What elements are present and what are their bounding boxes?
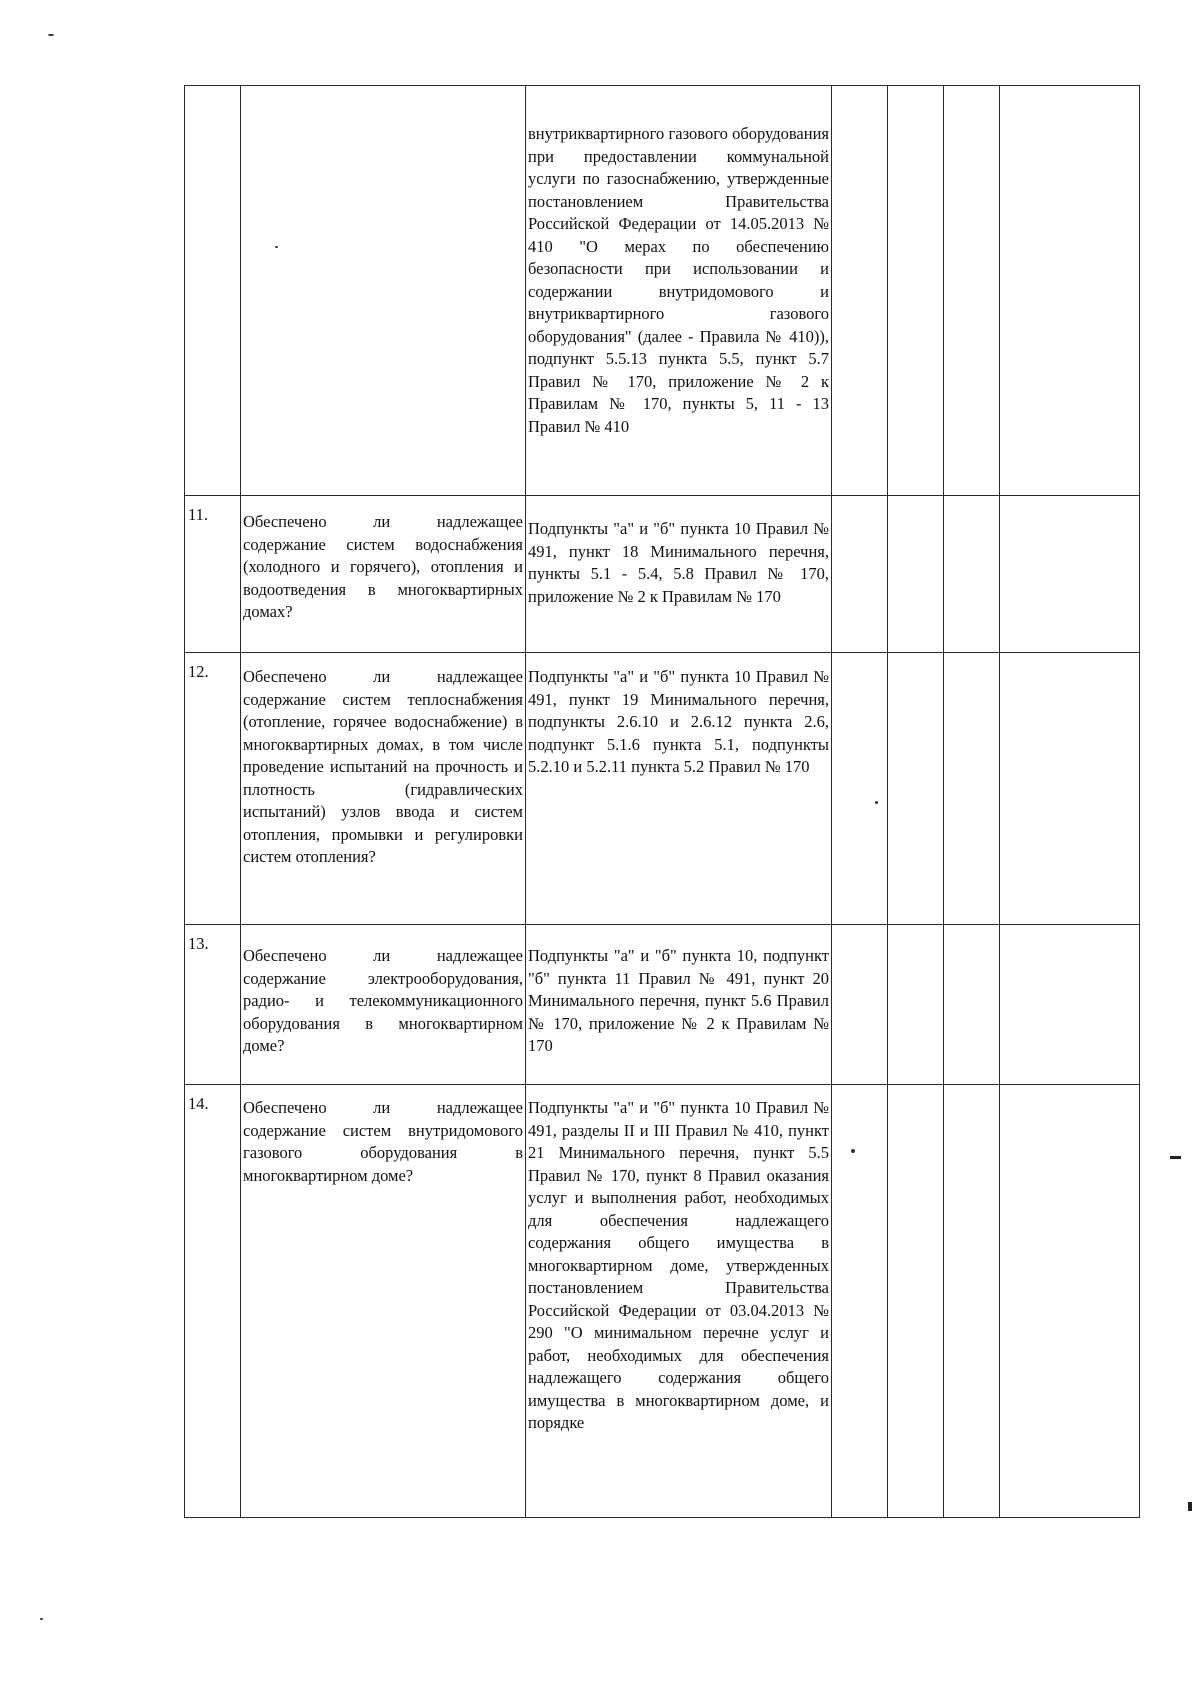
answer-no-cell (888, 925, 944, 1085)
scan-margin-mark (1188, 1502, 1192, 1511)
question-cell (241, 86, 526, 496)
scan-speck (851, 1149, 855, 1153)
question-cell: Обеспечено ли надлежащее содержание систем теплоснабжения (отопление, горячее водоснабжение) в многоквартирных домах, в том числе проведение испытаний на прочность и плотность (гидравлических испытаний) узлов ввода и систем отопления, промывки и регулировки систем отопления? (241, 653, 526, 925)
answer-not-applicable-cell (944, 653, 1000, 925)
notes-cell (1000, 496, 1140, 653)
notes-cell (1000, 653, 1140, 925)
answer-yes-cell (832, 653, 888, 925)
scan-speck (275, 246, 278, 248)
legal-reference-cell: Подпункты "а" и "б" пункта 10 Правил № 491, пункт 18 Минимального перечня, пункты 5.1 - 5.4, 5.8 Правил № 170, приложение № 2 к Правилам № 170 (526, 496, 832, 653)
table-row-14 (185, 1085, 1140, 1518)
answer-not-applicable-cell (944, 86, 1000, 496)
legal-reference-cell: Подпункты "а" и "б" пункта 10 Правил № 491, разделы II и III Правил № 410, пункт 21 Минимального перечня, пункт 5.5 Правил № 170, пункт 8 Правил оказания услуг и выполнения работ, необходимых для обеспечения надлежащего содержания общего имущества в многоквартирном доме, утвержденных постановлением Правительства Российской Федерации от 03.04.2013 № 290 "О минимальном перечне услуг и работ, необходимых для обеспечения надлежащего содержания общего имущества в многоквартирном доме, и порядке (526, 1085, 832, 1518)
row-number-cell: 13. (185, 925, 241, 1085)
answer-no-cell (888, 496, 944, 653)
question-cell: Обеспечено ли надлежащее содержание систем внутридомового газового оборудования в многоквартирном доме? (241, 1085, 526, 1518)
legal-reference-cell: внутриквартирного газового оборудования при предоставлении коммунальной услуги по газоснабжению, утвержденные постановлением Правительства Российской Федерации от 14.05.2013 № 410 "О мерах по обеспечению безопасности при использовании и содержании внутридомового и внутриквартирного газового оборудования" (далее - Правила № 410)), подпункт 5.5.13 пункта 5.5, пункт 5.7 Правил № 170, приложение № 2 к Правилам № 170, пункты 5, 11 - 13 Правил № 410 (526, 86, 832, 496)
answer-yes-cell (832, 1085, 888, 1518)
scan-margin-mark (1170, 1156, 1181, 1159)
table-row-12 (185, 653, 1140, 925)
row-number-cell (185, 86, 241, 496)
notes-cell (1000, 86, 1140, 496)
answer-no-cell (888, 653, 944, 925)
checklist-page (184, 85, 1139, 1518)
row-number-cell: 14. (185, 1085, 241, 1518)
scan-speck (40, 1618, 43, 1620)
scan-speck (48, 34, 54, 36)
answer-no-cell (888, 1085, 944, 1518)
notes-cell (1000, 925, 1140, 1085)
legal-reference-cell: Подпункты "а" и "б" пункта 10, подпункт "б" пункта 11 Правил № 491, пункт 20 Минимального перечня, пункт 5.6 Правил № 170, приложение № 2 к Правилам № 170 (526, 925, 832, 1085)
answer-not-applicable-cell (944, 496, 1000, 653)
row-number-cell: 11. (185, 496, 241, 653)
answer-no-cell (888, 86, 944, 496)
answer-yes-cell (832, 925, 888, 1085)
answer-yes-cell (832, 86, 888, 496)
answer-not-applicable-cell (944, 1085, 1000, 1518)
row-number-cell: 12. (185, 653, 241, 925)
checklist-table (184, 85, 1140, 1518)
answer-yes-cell (832, 496, 888, 653)
answer-not-applicable-cell (944, 925, 1000, 1085)
question-cell: Обеспечено ли надлежащее содержание систем водоснабжения (холодного и горячего), отопления и водоотведения в многоквартирных домах? (241, 496, 526, 653)
legal-reference-cell: Подпункты "а" и "б" пункта 10 Правил № 491, пункт 19 Минимального перечня, подпункты 2.6.10 и 2.6.12 пункта 2.6, подпункт 5.1.6 пункта 5.1, подпункты 5.2.10 и 5.2.11 пункта 5.2 Правил № 170 (526, 653, 832, 925)
question-cell: Обеспечено ли надлежащее содержание электрооборудования, радио- и телекоммуникационного оборудования в многоквартирном доме? (241, 925, 526, 1085)
table-row-11 (185, 496, 1140, 653)
table-row-13 (185, 925, 1140, 1085)
table-row-continuation (185, 86, 1140, 496)
notes-cell (1000, 1085, 1140, 1518)
scan-speck (875, 801, 878, 804)
